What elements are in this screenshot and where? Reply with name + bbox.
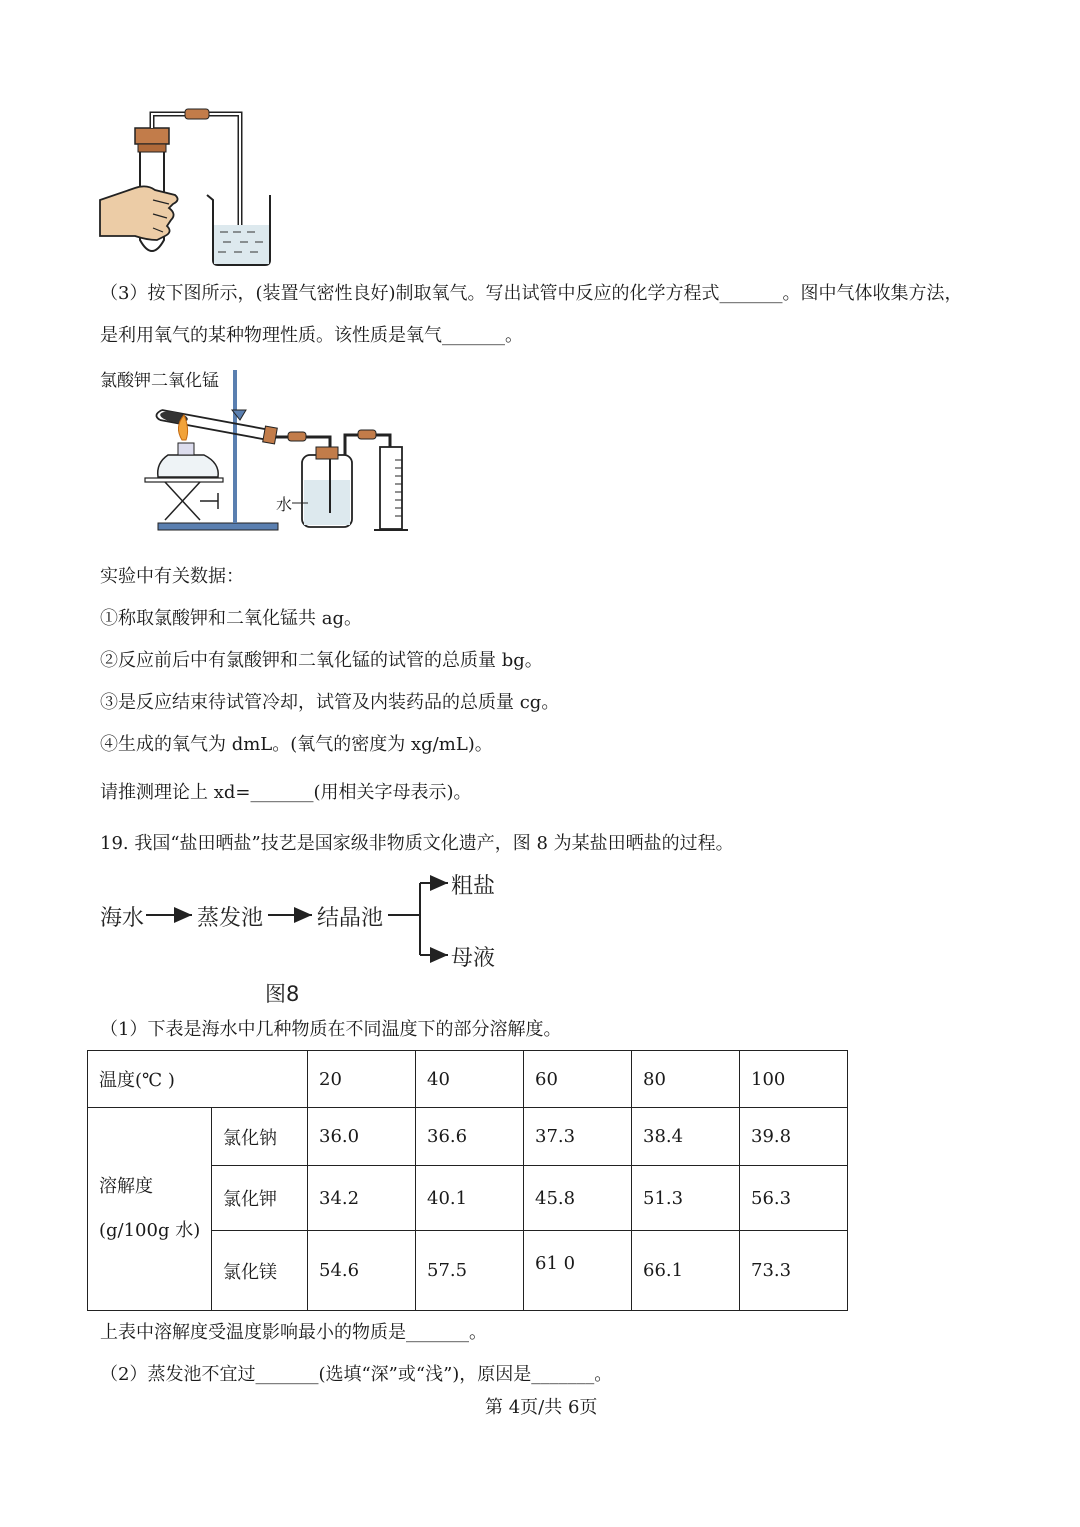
table-cell: 66.1	[632, 1231, 740, 1311]
table-cell: 36.0	[308, 1108, 416, 1166]
table-cell: 45.8	[524, 1166, 632, 1231]
flow-mother-liquor: 母液	[451, 946, 496, 971]
table-cell: 36.6	[416, 1108, 524, 1166]
data-item-3: ③是反应结束待试管冷却，试管及内装药品的总质量 cg。	[100, 692, 560, 713]
q19-intro: 19. 我国“盐田晒盐”技艺是国家级非物质文化遗产，图 8 为某盐田晒盐的过程。	[100, 833, 734, 854]
data-item-2: ②反应前后中有氯酸钾和二氧化锰的试管的总质量 bg。	[100, 650, 543, 671]
q19-part1-question: 上表中溶解度受温度影响最小的物质是_______。	[100, 1322, 487, 1343]
table-header-temp: 100	[740, 1051, 848, 1108]
airtightness-check-figure	[95, 100, 285, 270]
flow-seawater: 海水	[100, 906, 145, 931]
q18-part3-line2: 是利用氧气的某种物理性质。该性质是氧气_______。	[100, 325, 523, 346]
table-header-temp: 20	[308, 1051, 416, 1108]
table-row-name: 氯化镁	[212, 1231, 308, 1311]
table-header-row	[88, 1051, 848, 1108]
table-header-temp: 40	[416, 1051, 524, 1108]
table-header-temp: 60	[524, 1051, 632, 1108]
table-cell: 54.6	[308, 1231, 416, 1311]
table-cell: 51.3	[632, 1166, 740, 1231]
table-header-label: 温度(℃ )	[88, 1051, 308, 1108]
table-cell: 56.3	[740, 1166, 848, 1231]
fig-label-water: 水	[276, 495, 293, 514]
q18-part3-line1: （3）按下图所示，(装置气密性良好)制取氧气。写出试管中反应的化学方程式_______。图中气体收集方法，	[100, 283, 963, 304]
table-cell: 61 0	[524, 1231, 632, 1311]
row-group-label-line1: 溶解度	[99, 1176, 153, 1197]
table-cell: 37.3	[524, 1108, 632, 1166]
figure-caption: 图8	[265, 982, 300, 1006]
solubility-table	[87, 1050, 848, 1311]
table-header-temp: 80	[632, 1051, 740, 1108]
q19-part2-question: （2）蒸发池不宜过_______(选填“深”或“浅”)，原因是_______。	[100, 1364, 613, 1385]
table-row-name: 氯化钾	[212, 1166, 308, 1231]
fig-label-reagents: 氯酸钾二氧化锰	[100, 371, 219, 391]
page-footer: 第 4页/共 6页	[485, 1397, 598, 1418]
table-cell: 34.2	[308, 1166, 416, 1231]
flow-evaporation-pond: 蒸发池	[197, 906, 264, 931]
flow-crude-salt: 粗盐	[451, 874, 496, 899]
table-cell: 38.4	[632, 1108, 740, 1166]
row-group-label-line2: (g/100g 水)	[99, 1220, 201, 1241]
table-cell: 39.8	[740, 1108, 848, 1166]
data-item-4: ④生成的氧气为 dmL。(氧气的密度为 xg/mL)。	[100, 734, 493, 755]
table-cell: 73.3	[740, 1231, 848, 1311]
flow-arrows	[140, 875, 460, 965]
table-row-group-label	[88, 1108, 212, 1311]
table-cell: 57.5	[416, 1231, 524, 1311]
data-title: 实验中有关数据：	[100, 566, 244, 587]
table-row-name: 氯化钠	[212, 1108, 308, 1166]
table-row	[88, 1108, 848, 1166]
q19-part1-intro: （1）下表是海水中几种物质在不同温度下的部分溶解度。	[100, 1019, 562, 1040]
infer-question: 请推测理论上 xd=_______(用相关字母表示)。	[100, 782, 472, 803]
flow-crystallization-pond: 结晶池	[317, 906, 384, 931]
data-item-1: ①称取氯酸钾和二氧化锰共 ag。	[100, 608, 362, 629]
table-cell: 40.1	[416, 1166, 524, 1231]
